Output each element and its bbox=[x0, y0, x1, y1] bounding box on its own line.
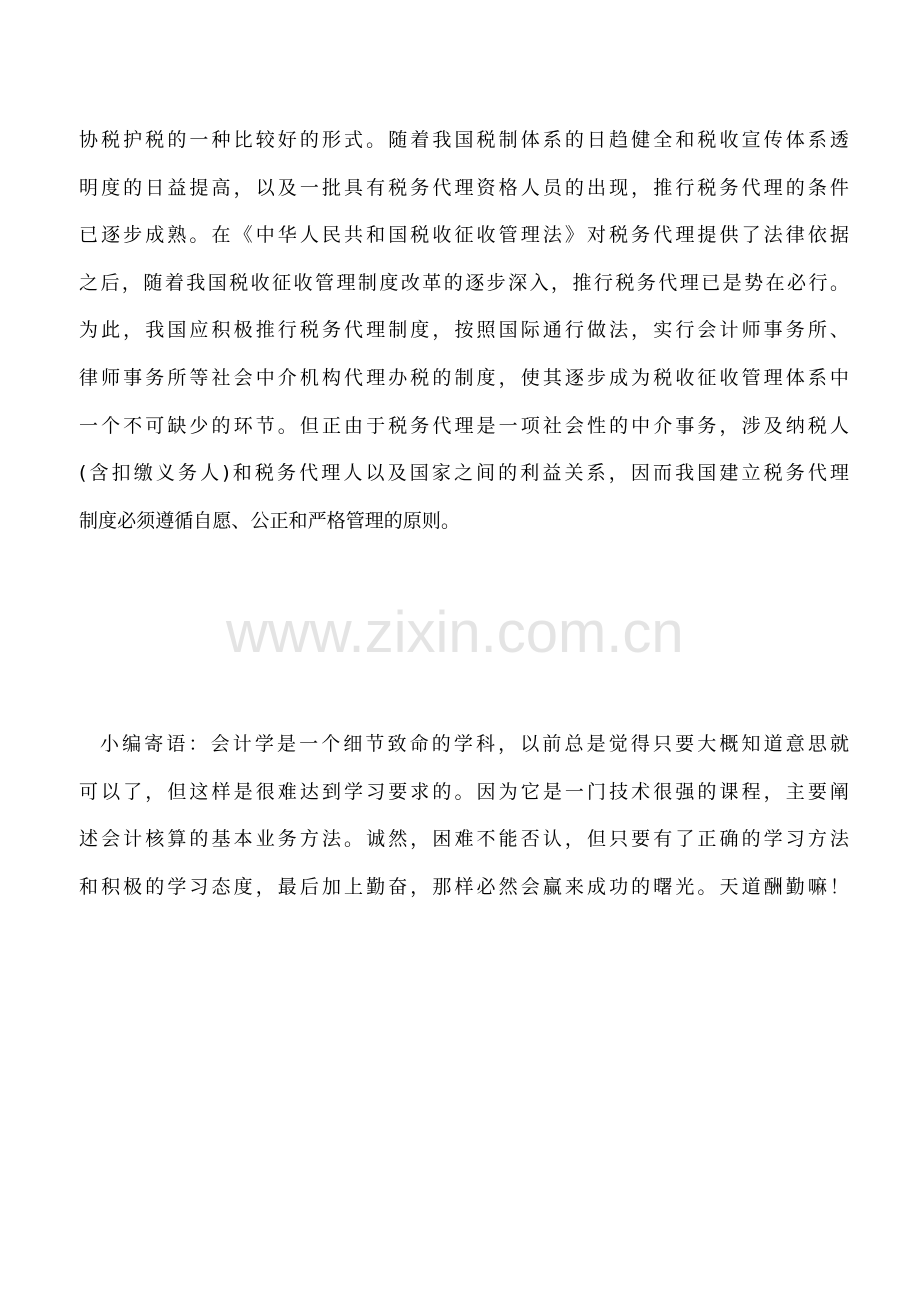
text-line: 律师事务所等社会中介机构代理办税的制度，使其逐步成为税收征收管理体系中 bbox=[79, 366, 849, 389]
text-line: 述会计核算的基本业务方法。诚然，困难不能否认，但只要有了正确的学习方法 bbox=[79, 828, 849, 851]
text-line: 明度的日益提高，以及一批具有税务代理资格人员的出现，推行税务代理的条件 bbox=[79, 176, 849, 199]
text-line: 一个不可缺少的环节。但正由于税务代理是一项社会性的中介事务，涉及纳税人 bbox=[79, 414, 849, 437]
body-paragraph-tax-agency bbox=[79, 117, 849, 545]
watermark: www.zixin.com.cn bbox=[226, 600, 684, 665]
editor-note-paragraph bbox=[79, 721, 849, 911]
text-line: 之后，随着我国税收征收管理制度改革的逐步深入，推行税务代理已是势在必行。 bbox=[79, 271, 849, 294]
text-line: 制度必须遵循自愿、公正和严格管理的原则。 bbox=[79, 509, 461, 532]
text-line: 小编寄语：会计学是一个细节致命的学科，以前总是觉得只要大概知道意思就 bbox=[100, 733, 849, 755]
text-line: 已逐步成熟。在《中华人民共和国税收征收管理法》对税务代理提供了法律依据 bbox=[79, 224, 849, 247]
text-line: 可以了，但这样是很难达到学习要求的。因为它是一门技术很强的课程，主要阐 bbox=[79, 780, 849, 803]
text-line: (含扣缴义务人)和税务代理人以及国家之间的利益关系，因而我国建立税务代理 bbox=[79, 462, 849, 485]
text-line: 协税护税的一种比较好的形式。随着我国税制体系的日趋健全和税收宣传体系透 bbox=[79, 129, 849, 151]
text-line: 和积极的学习态度，最后加上勤奋，那样必然会赢来成功的曙光。天道酬勤嘛！ bbox=[79, 875, 849, 898]
text-line: 为此，我国应积极推行税务代理制度，按照国际通行做法，实行会计师事务所、 bbox=[79, 319, 849, 342]
